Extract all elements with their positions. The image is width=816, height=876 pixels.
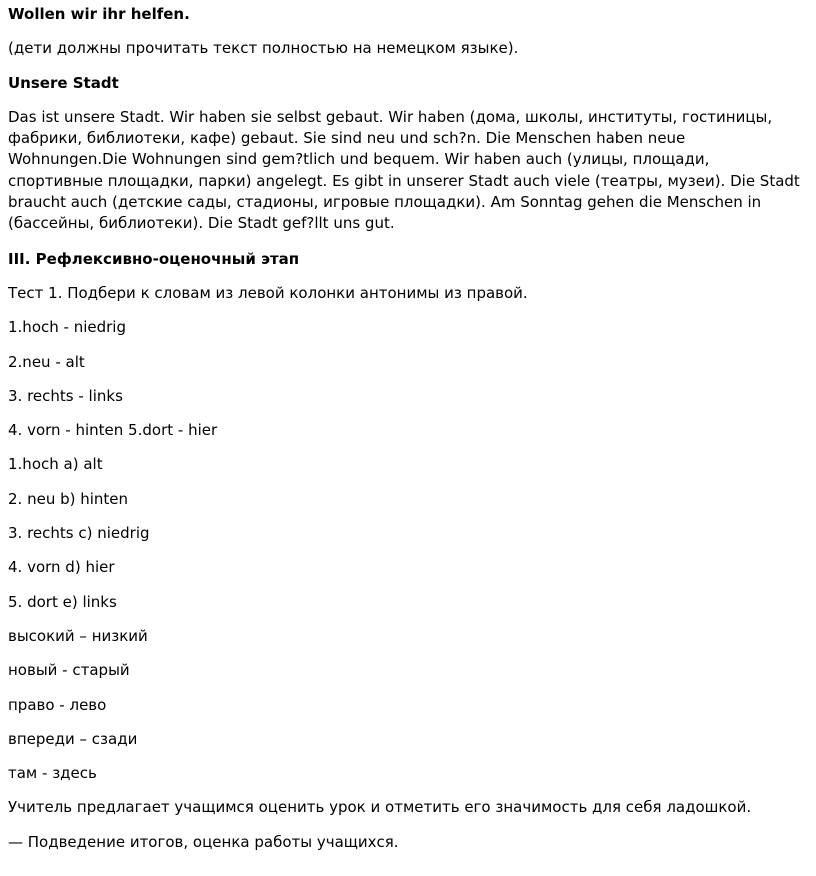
translation-3-pravo-levo: право - лево (8, 695, 107, 714)
option-4-vorn-d-hier: 4. vorn d) hier (8, 558, 115, 577)
heading-reflexive-stage: III. Рефлексивно-оценочный этап (8, 249, 300, 268)
paragraph-stadt-text: Das ist unsere Stadt. Wir haben sie selbst gebaut. Wir haben (дома, школы, институты, гостиницы, фабрики, библиотеки, кафе) gebaut. Sie sind neu und sch?n. Die Menschen haben neue Wohnungen.Die Wohnungen sind gem?tlich und bequem. Wir haben auch (улицы, площади, спортивные площадки, парки) angelegt. Es gibt in unserer Stadt auch viele (театры, музеи). Die Stadt braucht auch (детские сады, стадионы, игровые площадки). Am Sonntag gehen die Menschen in (бассейны, библиотеки). Die Stadt gef?llt uns gut. (8, 107, 800, 233)
translation-1-vysokiy-nizkiy: высокий – низкий (8, 626, 148, 645)
translation-4-vperedi-szadi: впереди – сзади (8, 729, 138, 748)
line-wollen: Wollen wir ihr helfen. (8, 5, 190, 23)
translation-5-tam-zdes: там - здесь (8, 764, 97, 783)
pair-3-rechts-links: 3. rechts - links (8, 386, 123, 405)
line-teacher-offers: Учитель предлагает учащимся оценить урок и отметить его значимость для себя ладошкой. (8, 798, 752, 817)
option-5-dort-e-links: 5. dort e) links (8, 592, 117, 611)
pair-1-hoch-niedrig: 1.hoch - niedrig (8, 318, 126, 337)
option-3-rechts-c-niedrig: 3. rechts c) niedrig (8, 524, 150, 543)
line-children-read: (дети должны прочитать текст полностью на немецком языке). (8, 39, 519, 58)
line-summary: — Подведение итогов, оценка работы учащихся. (8, 832, 399, 851)
option-2-neu-b-hinten: 2. neu b) hinten (8, 489, 129, 508)
heading-unsere-stadt: Unsere Stadt (8, 73, 119, 92)
translation-2-novyy-staryy: новый - старый (8, 661, 130, 680)
pair-2-neu-alt: 2.neu - alt (8, 352, 85, 371)
task-test-1: Тест 1. Подбери к словам из левой колонки антонимы из правой. (8, 283, 528, 302)
option-1-hoch-a-alt: 1.hoch a) alt (8, 455, 103, 474)
pair-4-vorn-hinten-dort-hier: 4. vorn - hinten 5.dort - hier (8, 421, 218, 440)
